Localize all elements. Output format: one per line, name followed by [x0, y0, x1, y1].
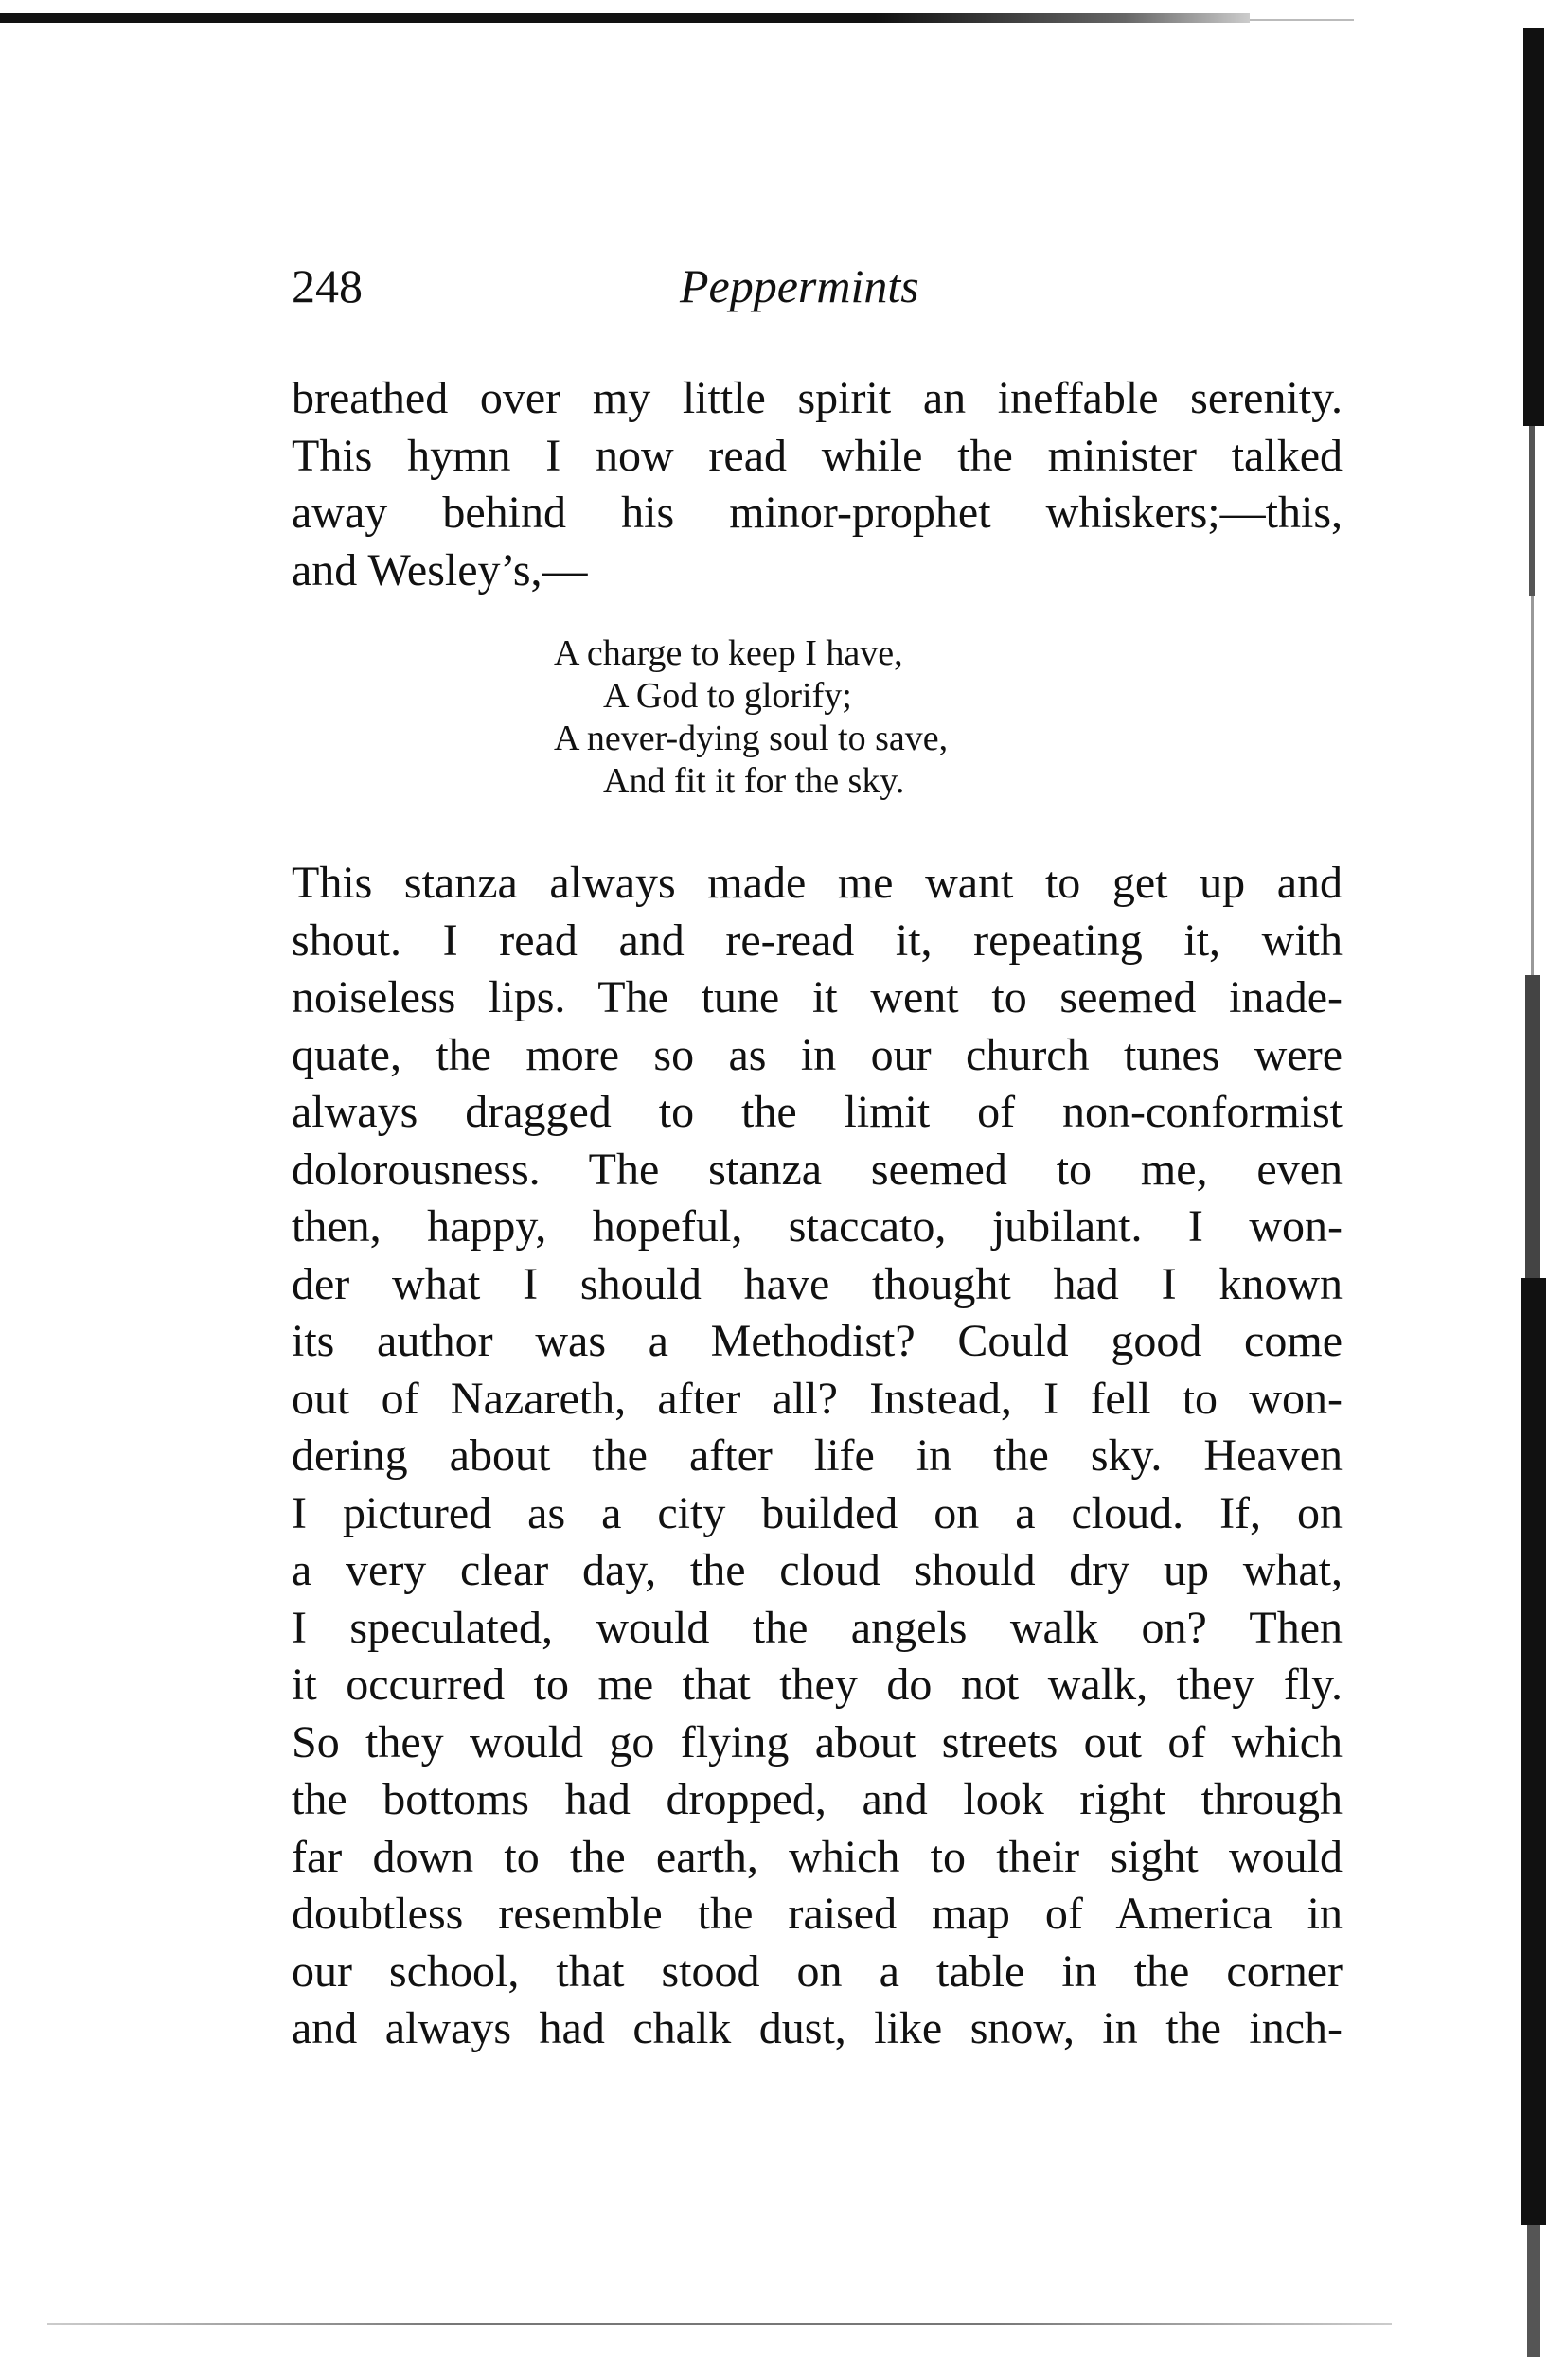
text-line: a very clear day, the cloud should dry up what, [292, 1545, 1343, 1595]
bottom-edge-rule [47, 2323, 1392, 2325]
text-line: it occurred to me that they do not walk, they fly. [292, 1660, 1343, 1710]
text-line: away behind his minor-prophet whiskers;—this, [292, 488, 1343, 538]
paragraph-2 [292, 855, 1343, 2058]
text-line: dolorousness. The stanza seemed to me, even [292, 1144, 1343, 1195]
text-line: and always had chalk dust, like snow, in the inch- [292, 2003, 1343, 2053]
running-header [292, 258, 1343, 333]
top-edge-rule [0, 13, 1250, 23]
text-line: breathed over my little spirit an ineffable serenity. [292, 373, 1343, 423]
text-line: doubtless resemble the raised map of America in [292, 1889, 1343, 1939]
text-line: der what I should have thought had I known [292, 1258, 1343, 1309]
verse-line: And fit it for the sky. [603, 761, 905, 801]
text-line: its author was a Methodist? Could good come [292, 1316, 1343, 1366]
text-line: dering about the after life in the sky. Heaven [292, 1430, 1343, 1481]
text-line: quate, the more so as in our church tunes were [292, 1029, 1343, 1080]
text-line: out of Nazareth, after all? Instead, I fell to won- [292, 1373, 1343, 1424]
text-line: noiseless lips. The tune it went to seemed inade- [292, 972, 1343, 1022]
text-line: I speculated, would the angels walk on? Then [292, 1602, 1343, 1653]
verse-line: A charge to keep I have, [554, 633, 903, 673]
text-line: This stanza always made me want to get up and [292, 858, 1343, 908]
paragraph-1 [292, 370, 1343, 599]
verse-line: A never-dying soul to save, [554, 719, 949, 758]
text-line: then, happy, hopeful, staccato, jubilant. I won- [292, 1201, 1343, 1252]
text-line: our school, that stood on a table in the corner [292, 1945, 1343, 1997]
text-line: I pictured as a city builded on a cloud. If, on [292, 1487, 1343, 1538]
text-line: shout. I read and re-read it, repeating it, with [292, 915, 1343, 966]
running-title: Peppermints [680, 259, 919, 312]
text-line: far down to the earth, which to their sight would [292, 1831, 1343, 1882]
text-line: This hymn I now read while the minister talked [292, 430, 1343, 481]
top-edge-rule-fade [1250, 19, 1354, 21]
text-line: and Wesley’s,— [292, 544, 588, 595]
text-line: always dragged to the limit of non-conformist [292, 1087, 1343, 1137]
text-line: the bottoms had dropped, and look right through [292, 1774, 1343, 1824]
scanned-page-edge [1491, 28, 1557, 2367]
hymn-verse [554, 632, 1084, 803]
verse-line: A God to glorify; [603, 676, 852, 716]
page-number: 248 [292, 259, 363, 312]
text-line: So they would go flying about streets out of which [292, 1716, 1343, 1767]
